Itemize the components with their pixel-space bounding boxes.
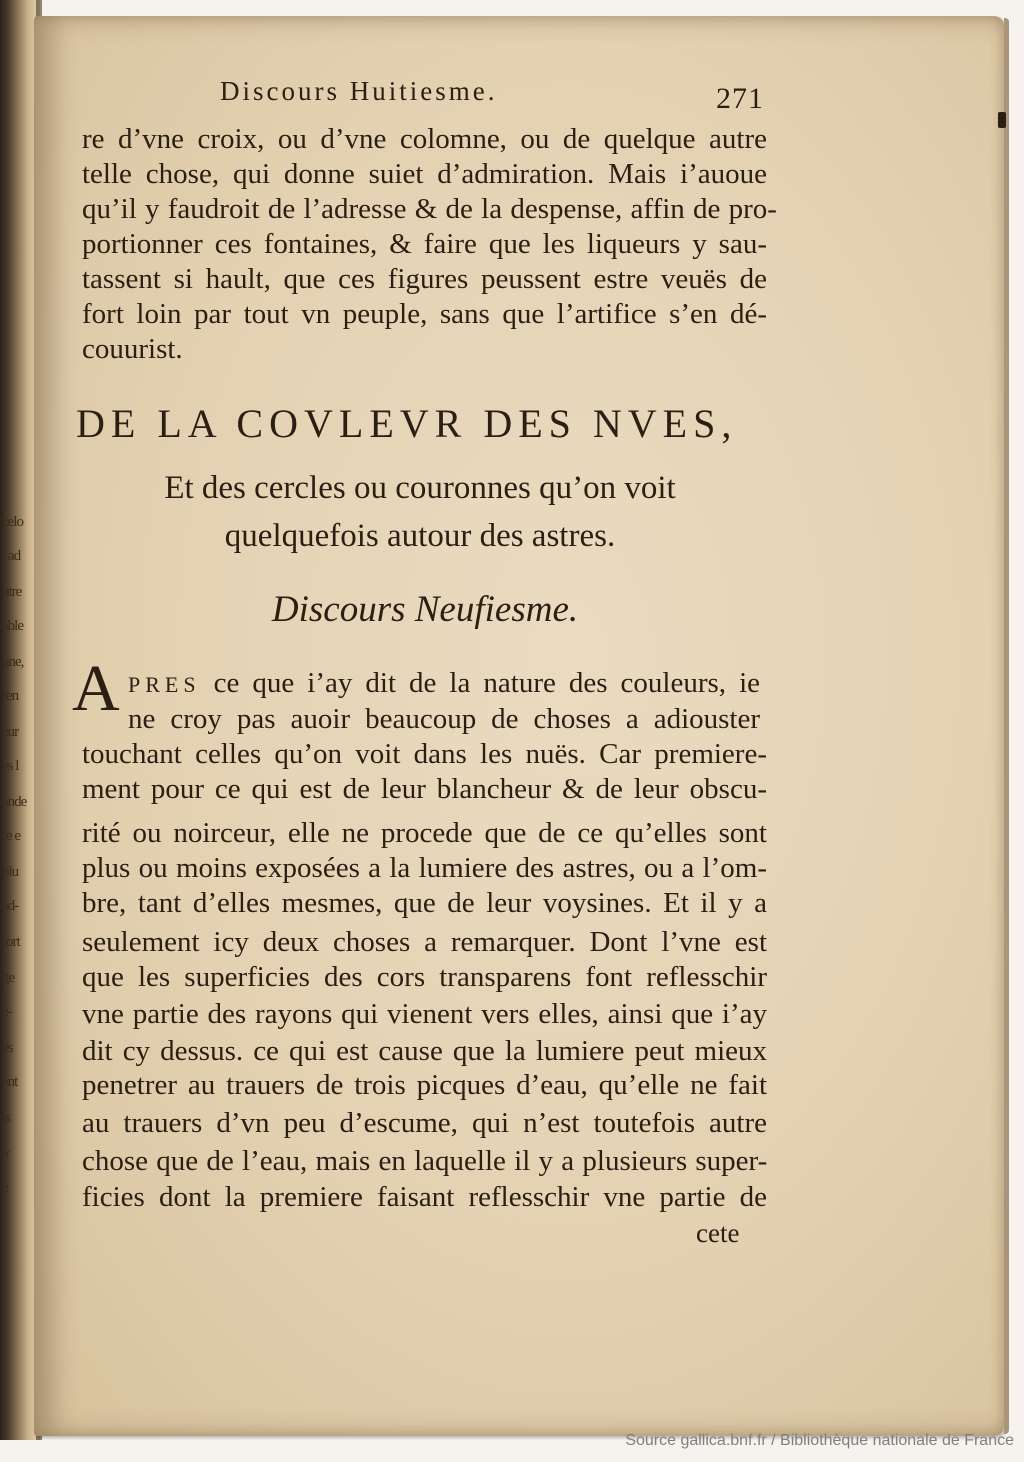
chapter-subtitle-line1: Et des cercles ou couronnes qu’on voit — [164, 470, 676, 506]
fragment: plu — [2, 864, 19, 880]
chapter-subtitle-line2: quelquefois autour des astres. — [224, 518, 616, 554]
running-header: Discours Huitiesme. — [220, 76, 498, 106]
page-edge — [1004, 18, 1009, 1434]
first-word-small-caps: PRES — [128, 672, 201, 697]
text-line: chose que de l’eau, mais en laquelle il y a plusieurs super- — [82, 1145, 768, 1177]
text-line: seulement icy deux choses a remarquer. Dont l’vne est — [82, 926, 767, 958]
text-line: touchant celles qu’on voit dans les nuës. Car premiere- — [82, 738, 767, 770]
fragment: es — [2, 1040, 13, 1056]
chapter-title: DE LA COVLEVR DES NVES, — [76, 401, 738, 446]
text-line: telle chose, qui donne suiet d’admiration. Mais i’auoue — [82, 158, 767, 190]
text-line: penetrer au trauers de trois picques d’eau, qu’elle ne fait — [82, 1069, 767, 1101]
text-line: plus ou moins exposées a la lumiere des astres, ou a l’om- — [82, 852, 767, 884]
text-line: re d’vne croix, ou d’vne colomne, ou de quelque autre — [82, 123, 767, 155]
edge-mark — [998, 112, 1006, 128]
source-attribution: Source gallica.bnf.fr / Bibliothèque nationale de France — [625, 1432, 1014, 1449]
fragment: eur — [2, 724, 19, 740]
text-line: bre, tant d’elles mesmes, que de leur voysines. Et il y a — [82, 887, 767, 919]
text-line: qu’il y faudroit de l’adresse & de la despense, affin de pro- — [82, 193, 777, 225]
fragment: es l — [2, 758, 19, 774]
first-line-text: ce que i’ay dit de la nature des couleurs, ie — [213, 667, 761, 699]
facing-page-fragments — [0, 500, 32, 1220]
fragment: ir — [2, 1146, 10, 1162]
text-line: dit cy dessus. ce qui est cause que la lumiere peut mieux — [82, 1035, 767, 1067]
fragment: ande — [2, 794, 27, 810]
fragment: e — [2, 1180, 8, 1196]
drop-cap: A — [72, 652, 120, 725]
text-line: au trauers d’vn peu d’escume, qui n’est toutefois autre — [82, 1107, 767, 1139]
text-line: ment pour ce qui est de leur blancheur & de leur obscu- — [82, 773, 767, 805]
text-line: portionner ces fontaines, & faire que les liqueurs y sau- — [82, 228, 767, 260]
fragment: utre — [2, 584, 22, 600]
fragment: celo — [2, 514, 23, 530]
fragment: ge — [2, 970, 15, 986]
text-line: que les superficies des cors transparens font reflesschir — [82, 961, 767, 993]
first-line — [128, 666, 760, 702]
text-line: tassent si hault, que ces figures peussent estre veuës de — [82, 263, 767, 295]
page-number: 271 — [716, 82, 764, 115]
fragment: t ad — [2, 548, 21, 564]
fragment: fort — [2, 934, 20, 950]
fragment: is — [2, 1110, 11, 1126]
fragment: ad- — [2, 898, 19, 914]
discours-label: Discours Neufiesme. — [271, 589, 579, 630]
fragment: re e — [2, 828, 21, 844]
text-line: ficies dont la premiere faisant reflesschir vne partie de — [82, 1181, 767, 1213]
fragment: able — [2, 618, 23, 634]
fragment: e- — [2, 1004, 12, 1020]
text-line: ne croy pas auoir beaucoup de choses a adiouster — [128, 703, 760, 735]
text-line: rité ou noirceur, elle ne procede que de ce qu’elles sont — [82, 817, 767, 849]
fragment: une, — [2, 654, 24, 670]
fragment: ren — [2, 688, 19, 704]
text-line: couurist. — [82, 333, 183, 365]
fragment: ent — [2, 1074, 18, 1090]
catchword: cete — [696, 1218, 740, 1248]
text-line: vne partie des rayons qui vienent vers elles, ainsi que i’ay — [82, 998, 767, 1030]
text-line: fort loin par tout vn peuple, sans que l’artifice s’en dé- — [82, 298, 767, 330]
